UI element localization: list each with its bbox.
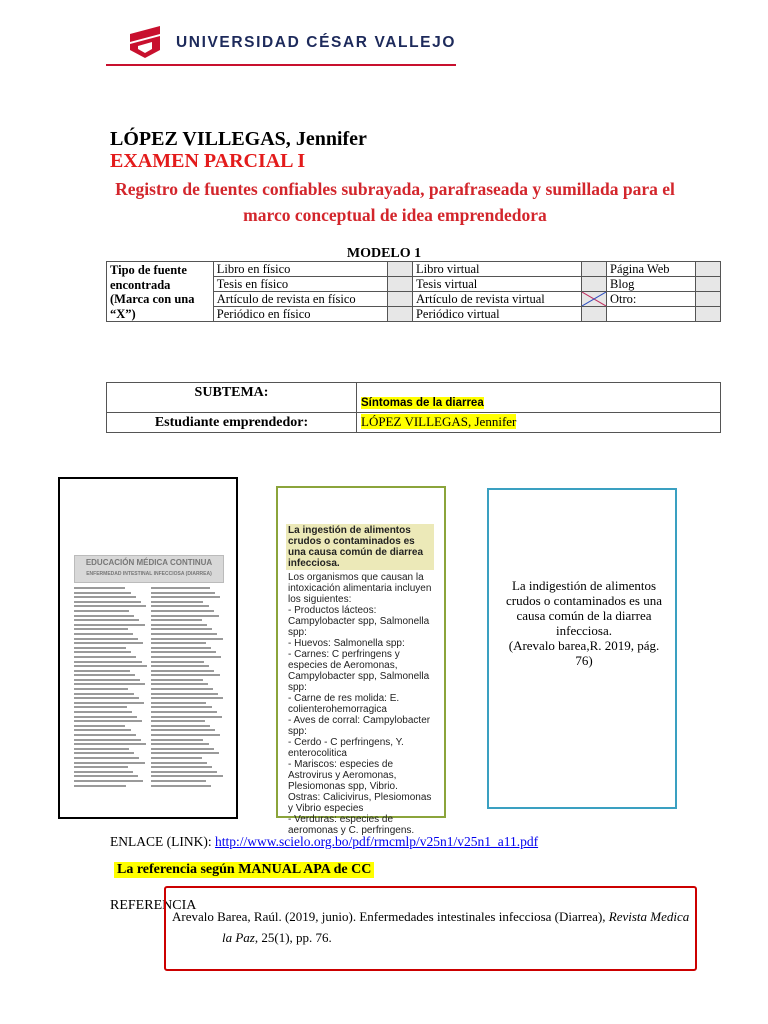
article-line (151, 757, 202, 759)
article-line (151, 711, 217, 713)
article-line (74, 757, 139, 759)
subtema-cell (357, 383, 721, 413)
university-logo (128, 24, 162, 60)
article-line (74, 720, 142, 722)
paraphrase-citation: (Arevalo barea,R. 2019, pág. 76) (508, 638, 660, 668)
article-line (151, 702, 207, 704)
article-line (74, 665, 147, 667)
article-line (151, 780, 206, 782)
article-line (151, 683, 208, 685)
article-line (74, 619, 139, 621)
article-line (151, 592, 216, 594)
article-line (151, 771, 218, 773)
article-line (151, 624, 208, 626)
subject-title: Registro de fuentes confiables subrayada, parafraseada y sumillada para el marco conceptual de idea emprendedora (115, 179, 675, 225)
excerpt-highlight: La ingestión de alimentos crudos o contaminados es una causa común de diarrea infecciosa. (286, 524, 434, 570)
source-option: Libro virtual (412, 262, 581, 277)
mark-box[interactable] (696, 292, 721, 307)
article-line (74, 716, 137, 718)
article-line (151, 739, 204, 741)
source-option: Página Web (607, 262, 696, 277)
article-line (151, 697, 224, 699)
article-line (74, 651, 131, 653)
table-row (107, 413, 721, 433)
source-link[interactable]: http://www.scielo.org.bo/pdf/rmcmlp/v25n1/v25n1_a11.pdf (214, 834, 539, 849)
article-line (151, 587, 211, 589)
article-line (74, 661, 142, 663)
article-line (74, 766, 128, 768)
excerpt-text (286, 524, 434, 836)
info-table (106, 382, 721, 433)
article-thumbnail (74, 555, 224, 805)
article-line (74, 647, 126, 649)
article-line (74, 780, 143, 782)
article-line (151, 716, 222, 718)
article-line (151, 670, 215, 672)
article-line (151, 762, 208, 764)
author-name (110, 128, 367, 151)
author-surname: LÓPEZ VILLEGAS, (110, 128, 291, 150)
article-line (74, 605, 146, 607)
source-option: Periódico en físico (213, 307, 388, 322)
article-line (74, 748, 129, 750)
excerpt-line: Ostras: Calicivirus, Plesiomonas y Vibrio especies (288, 792, 432, 814)
source-option: Periódico virtual (412, 307, 581, 322)
article-image-card (58, 477, 238, 819)
article-line (74, 697, 139, 699)
subtema-value: Síntomas de la diarrea (361, 397, 484, 409)
article-line (74, 729, 131, 731)
reference-journal-2: la Paz (222, 930, 255, 945)
mark-box[interactable] (388, 277, 413, 292)
reference-cont (172, 927, 692, 948)
article-line (151, 638, 223, 640)
article-line (151, 619, 202, 621)
university-name: UNIVERSIDAD CÉSAR VALLEJO (176, 34, 456, 51)
student-label: Estudiante emprendedor: (107, 413, 357, 433)
cross-mark-icon (582, 292, 606, 306)
article-line (151, 601, 204, 603)
author-given-name: Jennifer (295, 128, 367, 150)
mark-box[interactable] (582, 277, 607, 292)
mark-box[interactable] (696, 277, 721, 292)
article-line (151, 725, 211, 727)
article-line (74, 702, 144, 704)
article-line (74, 610, 129, 612)
article-line (74, 601, 141, 603)
apa-label: La referencia según MANUAL APA de CC (114, 862, 374, 878)
mark-box[interactable] (388, 307, 413, 322)
article-line (151, 661, 205, 663)
article-line (74, 592, 131, 594)
article-line (151, 785, 211, 787)
excerpt-line: - Huevos: Salmonella spp: (288, 638, 405, 649)
article-line (74, 670, 130, 672)
article-line (151, 656, 222, 658)
source-option: Blog (607, 277, 696, 292)
mark-box[interactable] (388, 292, 413, 307)
student-cell (357, 413, 721, 433)
article-line (151, 752, 219, 754)
source-type-header: Tipo de fuente encontrada (Marca con una “X”) (107, 262, 214, 322)
student-value: LÓPEZ VILLEGAS, Jennifer (361, 414, 517, 429)
article-line (74, 785, 126, 787)
table-row (107, 383, 721, 413)
article-line (74, 762, 145, 764)
article-line (151, 610, 214, 612)
article-line (74, 771, 133, 773)
article-line (74, 711, 132, 713)
article-banner-sub: ENFERMEDAD INTESTINAL INFECCIOSA (DIARREA) (86, 571, 212, 577)
excerpt-line: - Carnes: C perfringens y especies de Aeromonas, Campylobacter spp, Salmonella spp: (288, 649, 430, 693)
article-line (74, 739, 141, 741)
reference-part1: Arevalo Barea, Raúl. (2019, junio). Enfermedades intestinales infecciosa (Diarrea), (172, 909, 606, 924)
article-line (151, 766, 213, 768)
article-line (151, 734, 221, 736)
source-option: Otro: (607, 292, 696, 307)
mark-box[interactable] (388, 262, 413, 277)
article-line (74, 674, 135, 676)
article-line (151, 605, 209, 607)
article-line (151, 651, 216, 653)
article-line (74, 679, 140, 681)
article-banner-title: EDUCACIÓN MÉDICA CONTINUA (85, 558, 213, 567)
article-line (74, 688, 128, 690)
mark-box-checked[interactable] (582, 292, 607, 307)
article-line (74, 693, 134, 695)
article-line (151, 596, 221, 598)
article-line (151, 688, 213, 690)
paraphrase-text (501, 578, 667, 668)
excerpt-line: Los organismos que causan la intoxicación alimentaria incluyen los siguientes: (288, 572, 432, 605)
article-banner (74, 555, 224, 583)
excerpt-line: - Verduras: especies de aeromonas y C. perfringens. (288, 814, 415, 836)
header-divider (106, 64, 456, 66)
source-option (607, 307, 696, 322)
article-line (74, 642, 143, 644)
source-option: Tesis virtual (412, 277, 581, 292)
article-line (151, 615, 219, 617)
article-line (151, 647, 211, 649)
source-option: Artículo de revista en físico (213, 292, 388, 307)
article-line (74, 596, 136, 598)
article-line (151, 633, 218, 635)
article-line (151, 748, 214, 750)
excerpt-line: - Carne de res molida: E. colienterohemorragica (288, 693, 400, 715)
article-line (151, 706, 212, 708)
article-line (74, 683, 145, 685)
article-line (151, 775, 223, 777)
article-line (74, 587, 125, 589)
mark-box[interactable] (696, 262, 721, 277)
article-line (151, 665, 210, 667)
paraphrase-body: La indigestión de alimentos crudos o contaminados es una causa común de la diarrea infecciosa. (506, 578, 662, 638)
article-line (74, 615, 134, 617)
article-line (74, 633, 133, 635)
paraphrase-card (487, 488, 677, 809)
highlighted-excerpt-card (276, 486, 446, 836)
article-line (74, 624, 145, 626)
modelo-heading: MODELO 1 (346, 246, 422, 261)
article-line (74, 752, 134, 754)
reference-label: REFERENCIA (110, 898, 197, 913)
exam-title: EXAMEN PARCIAL I (110, 150, 306, 172)
article-line (151, 720, 205, 722)
mark-box[interactable] (582, 307, 607, 322)
article-line (74, 743, 146, 745)
mark-box[interactable] (582, 262, 607, 277)
article-line (151, 628, 213, 630)
excerpt-line: - Aves de corral: Campylobacter spp: (288, 715, 431, 737)
subtema-label: SUBTEMA: (107, 383, 357, 413)
article-line (74, 628, 128, 630)
table-row (107, 262, 721, 277)
source-option: Libro en físico (213, 262, 388, 277)
link-label: ENLACE (LINK): (110, 834, 212, 849)
article-line (74, 656, 136, 658)
excerpt-line: - Mariscos: especies de Astrovirus y Aeromonas, Plesiomonas spp, Vibrio. (288, 759, 398, 792)
article-line (74, 775, 138, 777)
article-line (151, 729, 216, 731)
source-option: Tesis en físico (213, 277, 388, 292)
article-line (74, 638, 138, 640)
article-text-lines (74, 587, 224, 789)
reference-journal-1: Revista Medica (608, 909, 690, 924)
excerpt-line: - Cerdo - C perfringens, Y. enterocolitica (288, 737, 404, 759)
article-line (151, 693, 219, 695)
article-line (151, 674, 220, 676)
reference-text (172, 906, 692, 948)
source-option: Artículo de revista virtual (412, 292, 581, 307)
article-line (151, 743, 209, 745)
reference-part2: , 25(1), pp. 76. (254, 930, 332, 945)
excerpt-line: - Productos lácteos: Campylobacter spp, Salmonella spp: (288, 605, 430, 638)
article-line (74, 706, 127, 708)
article-line (74, 734, 136, 736)
article-line (74, 725, 125, 727)
source-type-table (106, 261, 721, 322)
article-line (151, 642, 206, 644)
article-line (151, 679, 203, 681)
link-line (110, 834, 538, 850)
mark-box[interactable] (696, 307, 721, 322)
